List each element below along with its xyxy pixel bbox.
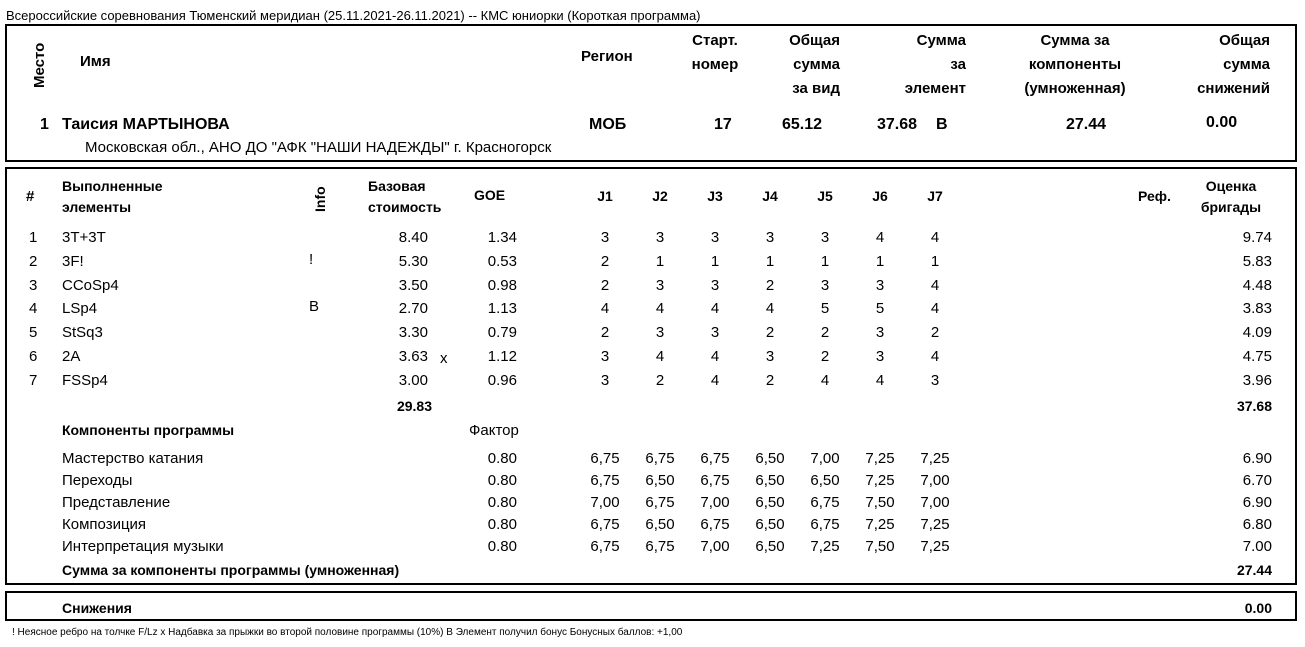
element-base-value: 8.40 [398,229,428,246]
judge-score: 4 [820,371,830,389]
element-number: 3 [29,276,38,294]
judge-header: J4 [762,188,778,204]
judge-component-score: 6,75 [590,472,620,489]
judge-header: J6 [872,188,888,204]
judge-score: 4 [710,371,720,389]
name-header: Имя [80,53,111,70]
deductions-value: 0.00 [1244,600,1272,616]
element-base-value: 3.30 [398,324,428,342]
element-name: StSq3 [62,324,103,342]
judge-component-score: 6,75 [700,450,730,467]
skater-region: МОБ [589,116,627,133]
judge-component-score: 7,00 [810,450,840,467]
element-number: 2 [29,252,38,270]
element-goe: 1.13 [487,300,517,318]
judge-component-score: 6,75 [810,494,840,511]
component-factor: 0.80 [487,516,517,533]
judge-score: 2 [765,324,775,342]
component-name: Переходы [62,472,133,489]
element-number: 6 [29,348,38,365]
component-name: Композиция [62,516,147,533]
judge-score: 2 [655,371,665,389]
element-panel-score: 4.75 [1242,348,1272,365]
element-base-value: 2.70 [398,300,428,318]
components-score-header: Сумма за компоненты (умноженная) [1024,32,1126,97]
judge-component-score: 6,75 [645,450,675,467]
element-second-half-mark: x [440,350,448,367]
judge-score: 3 [600,229,610,246]
place-header: Место [31,42,48,88]
judge-score: 5 [820,300,830,318]
judge-score: 3 [820,276,830,294]
start-number-header: Старт. номер [691,32,739,73]
components-total: 27.44 [1236,562,1272,578]
judge-score: 4 [765,300,775,318]
skater-deductions: 0.00 [1206,114,1238,131]
judge-score: 1 [655,252,665,270]
element-info: B [309,298,320,316]
judge-score: 3 [655,324,665,342]
judge-score: 3 [875,324,885,342]
judge-score: 3 [710,229,720,246]
elements-score-header: Сумма за элемент [904,32,966,97]
judge-component-score: 7,00 [700,538,730,555]
element-goe: 0.53 [487,252,517,270]
components-total-label: Сумма за компоненты программы (умноженная) [62,562,400,578]
panel-score-header: Оценка бригады [1200,178,1262,215]
element-name: 3T+3T [62,229,106,246]
judge-score: 4 [930,300,940,318]
element-panel-score: 3.96 [1242,371,1272,389]
skater-place: 1 [40,116,49,133]
element-base-value: 3.00 [398,371,428,389]
component-name: Мастерство катания [62,450,204,467]
judge-component-score: 7,25 [865,450,895,467]
component-panel-score: 6.80 [1242,516,1272,533]
element-num-header: # [26,188,35,205]
deductions-label: Снижения [62,600,132,616]
element-name: 3F! [62,252,84,270]
judge-score: 4 [710,300,720,318]
judge-score: 4 [930,229,940,246]
judge-component-score: 6,50 [645,516,675,533]
judge-score: 1 [930,252,940,270]
element-number: 5 [29,324,38,342]
judge-component-score: 6,75 [645,494,675,511]
goe-header: GOE [474,187,506,203]
judge-component-score: 6,75 [645,538,675,555]
judge-score: 3 [820,229,830,246]
judge-score: 3 [655,276,665,294]
judge-component-score: 7,50 [865,538,895,555]
component-name: Представление [62,494,171,511]
judge-score: 4 [655,348,665,365]
element-number: 7 [29,371,38,389]
element-panel-score: 5.83 [1242,252,1272,270]
element-name: FSSp4 [62,371,108,389]
judge-component-score: 6,50 [755,450,785,467]
element-goe: 1.34 [487,229,517,246]
element-name: CCoSp4 [62,276,119,294]
judge-header: J1 [597,188,613,204]
element-name: LSp4 [62,300,98,318]
judge-score: 3 [710,324,720,342]
element-goe: 0.98 [487,276,517,294]
element-number: 4 [29,300,38,318]
judge-component-score: 7,25 [810,538,840,555]
judge-score: 2 [820,348,830,365]
component-panel-score: 6.90 [1242,494,1272,511]
element-panel-score: 4.09 [1242,324,1272,342]
factor-header: Фактор [469,422,519,439]
judge-header: J7 [927,188,943,204]
element-number: 1 [29,229,38,246]
skater-components-score: 27.44 [1066,116,1107,133]
judge-component-score: 7,00 [920,472,950,489]
element-panel-score: 4.48 [1242,276,1272,294]
component-name: Интерпретация музыки [62,538,224,555]
judge-score: 4 [710,348,720,365]
base-value-total: 29.83 [396,398,432,414]
skater-name: Таисия МАРТЫНОВА [62,116,230,133]
skater-elements-score: 37.68 [877,116,918,133]
event-title: Всероссийские соревнования Тюменский меридиан (25.11.2021-26.11.2021) -- КМС юниорки (Короткая программа) [6,8,701,23]
ref-header: Реф. [1138,188,1171,204]
judge-score: 2 [600,276,610,294]
judge-component-score: 6,75 [700,516,730,533]
judge-component-score: 6,75 [700,472,730,489]
bonus-mark: B [936,116,948,133]
judge-component-score: 6,50 [755,494,785,511]
judge-score: 3 [655,229,665,246]
judge-score: 2 [820,324,830,342]
element-panel-score: 9.74 [1242,229,1272,246]
judge-score: 1 [820,252,830,270]
element-info: ! [309,250,314,268]
judge-component-score: 7,00 [920,494,950,511]
judge-score: 4 [875,371,885,389]
judge-component-score: 6,75 [590,516,620,533]
judge-component-score: 6,50 [645,472,675,489]
judge-component-score: 7,25 [920,516,950,533]
elements-total: 37.68 [1236,398,1272,414]
judge-score: 4 [930,348,940,365]
judge-score: 3 [930,371,940,389]
judge-component-score: 7,25 [865,472,895,489]
element-base-value: 3.50 [398,276,428,294]
footnote: ! Неясное ребро на толчке F/Lz x Надбавка за прыжки во второй половине программы (10%) B Элемент получил бонус Бонусных баллов: +1,00 [12,627,683,638]
component-factor: 0.80 [487,538,517,555]
executed-elements-header: Выполненные элементы [62,178,163,215]
judge-score: 1 [710,252,720,270]
judge-score: 4 [655,300,665,318]
skater-club: Московская обл., АНО ДО "АФК "НАШИ НАДЕЖДЫ" г. Красногорск [85,139,552,156]
element-base-value: 3.63 [398,348,428,365]
judge-score: 2 [930,324,940,342]
judge-component-score: 6,50 [755,538,785,555]
judge-component-score: 6,50 [755,472,785,489]
judge-score: 3 [765,229,775,246]
component-panel-score: 6.90 [1242,450,1272,467]
element-goe: 0.96 [487,371,517,389]
component-factor: 0.80 [487,472,517,489]
info-header: Info [312,186,328,212]
skater-total-score: 65.12 [782,116,823,133]
judge-score: 4 [930,276,940,294]
judge-component-score: 6,50 [755,516,785,533]
judge-component-score: 6,75 [810,516,840,533]
judge-score: 3 [875,276,885,294]
component-panel-score: 6.70 [1242,472,1272,489]
judge-component-score: 7,50 [865,494,895,511]
judge-component-score: 6,50 [810,472,840,489]
deductions-header: Общая сумма снижений [1197,32,1270,97]
judge-score: 2 [765,276,775,294]
judge-component-score: 7,00 [590,494,620,511]
judge-score: 2 [600,252,610,270]
component-factor: 0.80 [487,494,517,511]
components-title: Компоненты программы [62,422,235,438]
judge-score: 1 [765,252,775,270]
judge-header: J5 [817,188,833,204]
judge-header: J3 [707,188,723,204]
judge-component-score: 7,25 [865,516,895,533]
judge-score: 3 [710,276,720,294]
element-panel-score: 3.83 [1242,300,1272,318]
element-goe: 1.12 [487,348,517,365]
deductions-box [5,591,1297,621]
judge-score: 3 [600,371,610,389]
region-header: Регион [581,48,633,65]
judge-component-score: 7,00 [700,494,730,511]
judge-score: 4 [600,300,610,318]
element-base-value: 5.30 [398,252,428,270]
component-factor: 0.80 [487,450,517,467]
base-value-header: Базовая стоимость [368,178,442,215]
judge-header: J2 [652,188,668,204]
judge-score: 5 [875,300,885,318]
judge-score: 3 [765,348,775,365]
component-panel-score: 7.00 [1242,538,1272,555]
judge-component-score: 7,25 [920,538,950,555]
element-goe: 0.79 [487,324,517,342]
judge-component-score: 7,25 [920,450,950,467]
judge-score: 3 [875,348,885,365]
judge-score: 2 [600,324,610,342]
judge-score: 4 [875,229,885,246]
judge-score: 1 [875,252,885,270]
judge-component-score: 6,75 [590,538,620,555]
judge-score: 2 [765,371,775,389]
skater-start-number: 17 [714,116,732,133]
total-score-header: Общая сумма за вид [789,32,840,97]
judge-component-score: 6,75 [590,450,620,467]
judge-score: 3 [600,348,610,365]
element-name: 2A [62,348,81,365]
